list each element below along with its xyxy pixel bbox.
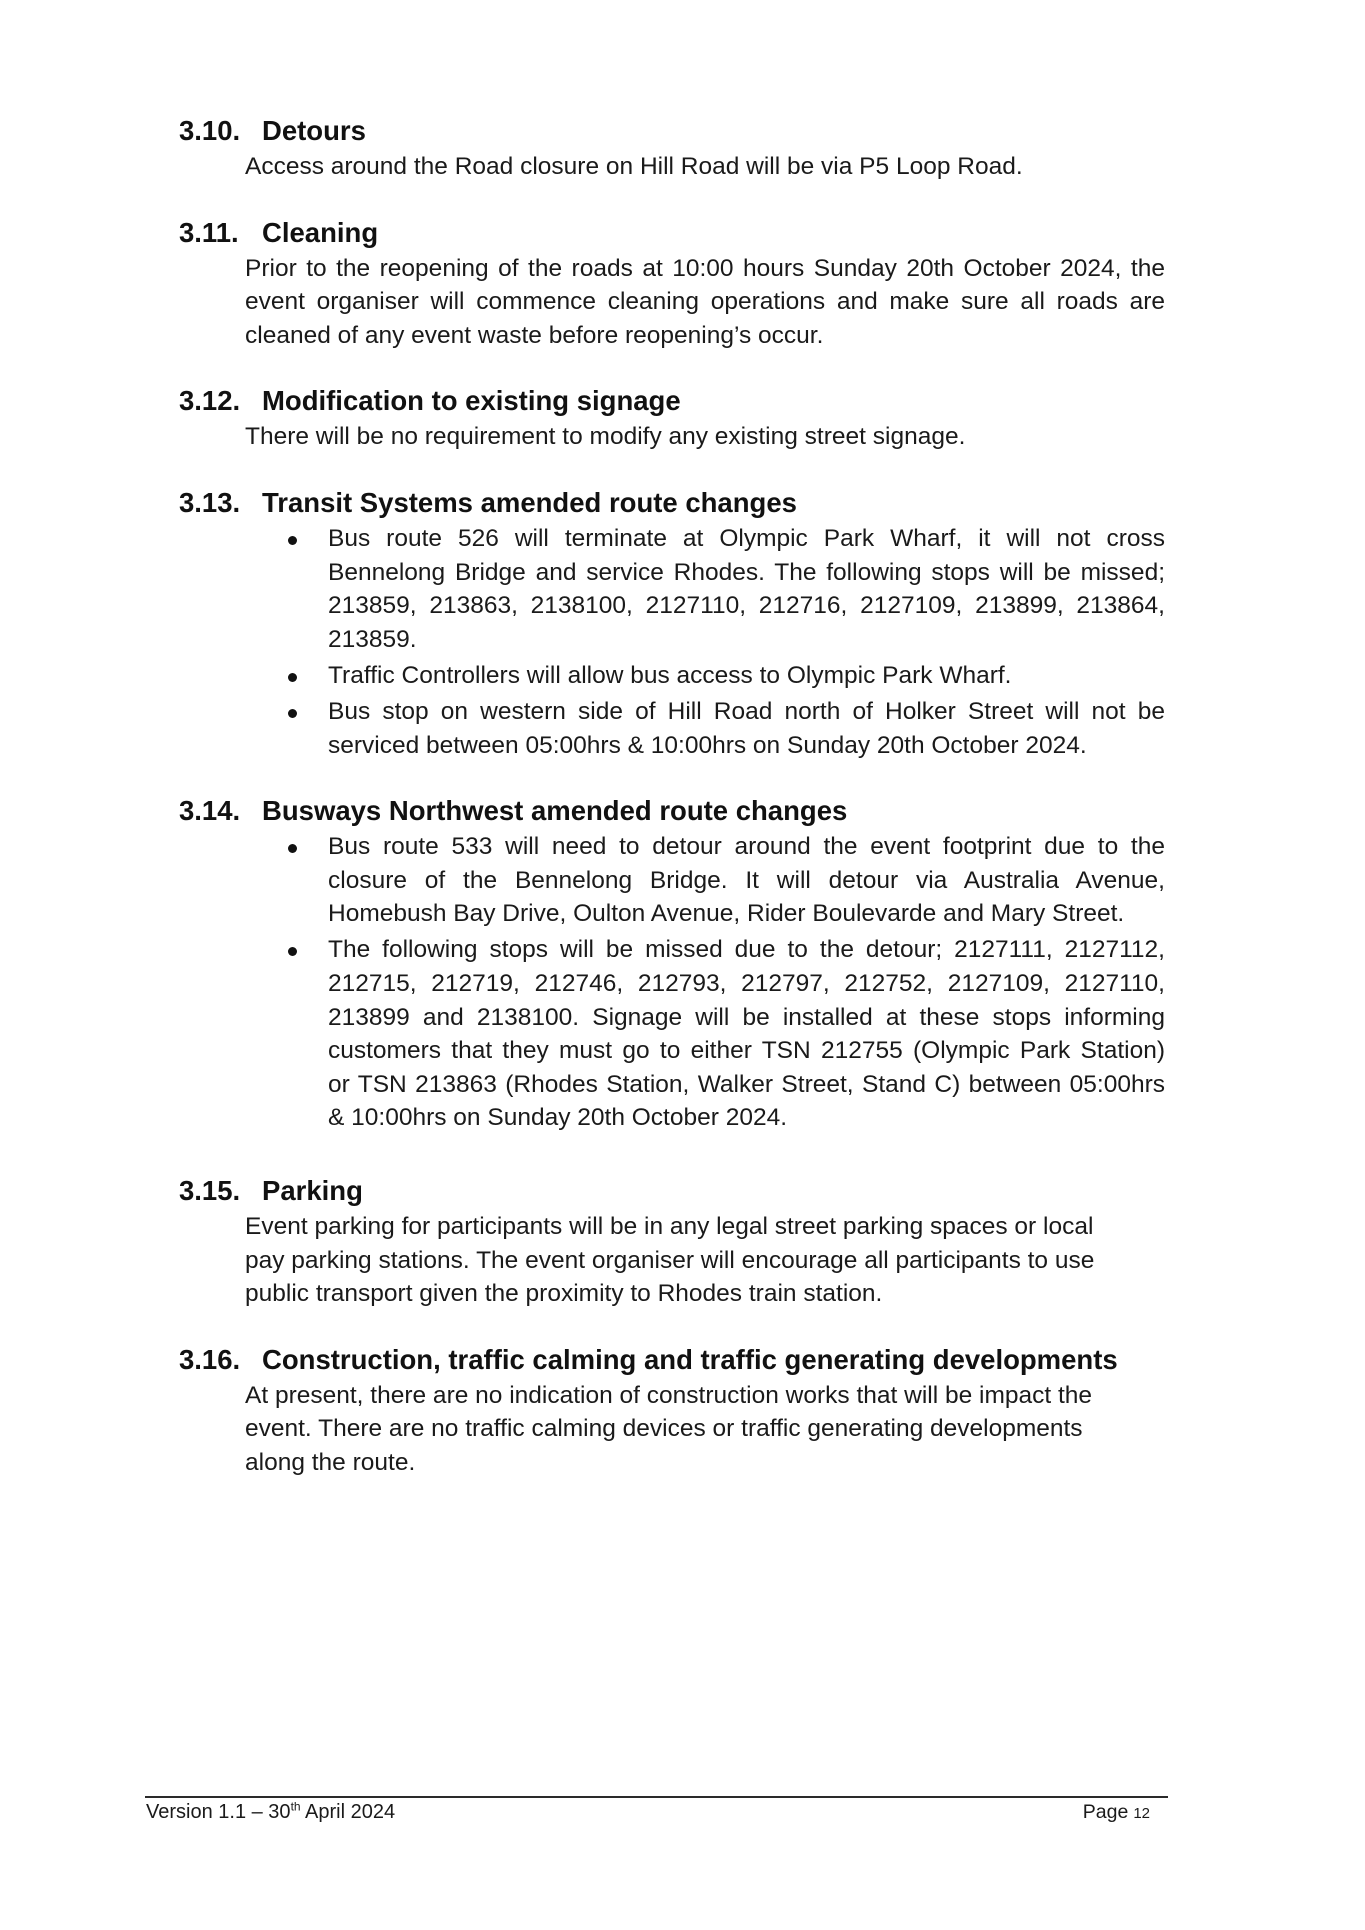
bullet-line: 212715, 212719, 212746, 212793, 212797, 212752, 2127109, 2127110, — [328, 970, 1165, 997]
section-heading — [0, 1172, 1365, 1210]
bullet-item — [328, 695, 1165, 762]
bullet-line: serviced between 05:00hrs & 10:00hrs on Sunday 20th October 2024. — [328, 731, 1087, 759]
page-label: Page — [1082, 1801, 1129, 1823]
section-title: Construction, traffic calming and traffic generating developments — [262, 1343, 1118, 1375]
section-title: Cleaning — [262, 216, 379, 248]
paragraph-line: cleaned of any event waste before reopening’s occur. — [245, 321, 824, 349]
section-number: 3.15. — [179, 1174, 241, 1206]
section-heading — [0, 112, 1365, 150]
section-heading — [0, 484, 1365, 522]
section-parking — [0, 1172, 1365, 1311]
version-ordinal: th — [290, 1799, 301, 1814]
bullet-icon — [288, 709, 297, 718]
section-heading — [0, 214, 1365, 252]
section-title: Transit Systems amended route changes — [262, 486, 797, 518]
section-number: 3.10. — [179, 115, 241, 146]
bullet-list — [0, 522, 1365, 762]
paragraph-line: At present, there are no indication of construction works that will be impact the — [245, 1381, 1093, 1409]
paragraph-line: Access around the Road closure on Hill Road will be via P5 Loop Road. — [245, 153, 1023, 180]
bullet-line: Homebush Bay Drive, Oulton Avenue, Rider Boulevarde and Mary Street. — [328, 900, 1125, 928]
section-number: 3.13. — [179, 486, 241, 518]
paragraph-line: event. There are no traffic calming devices or traffic generating developments — [245, 1415, 1083, 1443]
section-paragraph — [245, 1379, 1165, 1480]
section-number: 3.11. — [179, 216, 239, 248]
bullet-item — [328, 659, 1165, 693]
bullet-icon — [288, 673, 297, 682]
bullet-item — [328, 830, 1165, 931]
bullet-item — [328, 522, 1165, 656]
bullet-line: 213859, 213863, 2138100, 2127110, 212716, 2127109, 213899, 213864, — [328, 592, 1165, 620]
bullet-line: Bus route 533 will need to detour around the event footprint due to the — [328, 833, 1165, 861]
section-busways-northwest — [0, 792, 1365, 1135]
bullet-line: & 10:00hrs on Sunday 20th October 2024. — [328, 1104, 788, 1132]
section-cleaning — [0, 214, 1365, 353]
section-paragraph — [245, 150, 1165, 184]
bullet-line: Bennelong Bridge and service Rhodes. The following stops will be missed; — [328, 558, 1165, 586]
section-title: Busways Northwest amended route changes — [262, 795, 848, 827]
bullet-line: 213899 and 2138100. Signage will be installed at these stops informing — [328, 1003, 1165, 1031]
bullet-line: 213859. — [328, 625, 417, 653]
bullet-item — [328, 933, 1165, 1135]
bullet-line: Traffic Controllers will allow bus access to Olympic Park Wharf. — [328, 661, 1012, 689]
footer-divider — [145, 1796, 1168, 1798]
section-number: 3.12. — [179, 385, 241, 417]
version-prefix: Version 1.1 – 30 — [146, 1801, 291, 1823]
bullet-line: Bus stop on western side of Hill Road north of Holker Street will not be — [328, 697, 1165, 725]
section-title: Parking — [262, 1174, 363, 1206]
paragraph-line: Prior to the reopening of the roads at 10:00 hours Sunday 20th October 2024, the — [245, 254, 1165, 282]
bullet-icon — [288, 536, 297, 545]
section-heading — [0, 382, 1365, 420]
bullet-icon — [288, 947, 297, 956]
section-transit-systems — [0, 484, 1365, 762]
section-signage — [0, 382, 1365, 454]
section-number: 3.16. — [179, 1343, 241, 1375]
section-number: 3.14. — [179, 795, 241, 827]
bullet-line: customers that they must go to either TSN 212755 (Olympic Park Station) — [328, 1037, 1165, 1065]
page-number-label — [1083, 1800, 1150, 1826]
paragraph-line: There will be no requirement to modify any existing street signage. — [245, 423, 966, 451]
paragraph-line: pay parking stations. The event organiser will encourage all participants to use — [245, 1246, 1095, 1274]
section-paragraph — [245, 420, 1165, 454]
paragraph-line: public transport given the proximity to Rhodes train station. — [245, 1280, 883, 1308]
bullet-line: or TSN 213863 (Rhodes Station, Walker Street, Stand C) between 05:00hrs — [328, 1070, 1165, 1098]
bullet-line: The following stops will be missed due to the detour; 2127111, 2127112, — [328, 936, 1165, 964]
bullet-line: Bus route 526 will terminate at Olympic Park Wharf, it will not cross — [328, 524, 1165, 552]
version-suffix: April 2024 — [300, 1801, 396, 1823]
section-detours — [0, 112, 1365, 184]
section-paragraph — [245, 252, 1165, 353]
paragraph-line: along the route. — [245, 1448, 416, 1476]
section-title: Detours — [262, 115, 366, 146]
section-construction — [0, 1341, 1365, 1480]
section-heading — [0, 1341, 1365, 1379]
section-title: Modification to existing signage — [262, 385, 681, 417]
page-content — [0, 112, 1365, 1480]
paragraph-line: event organiser will commence cleaning operations and make sure all roads are — [245, 288, 1165, 316]
bullet-list — [0, 830, 1365, 1135]
bullet-icon — [288, 844, 297, 853]
version-info — [146, 1800, 395, 1824]
paragraph-line: Event parking for participants will be in any legal street parking spaces or local — [245, 1212, 1094, 1240]
bullet-line: closure of the Bennelong Bridge. It will detour via Australia Avenue, — [328, 866, 1165, 894]
section-paragraph — [245, 1210, 1165, 1311]
section-heading — [0, 792, 1365, 830]
page-number: 12 — [1133, 1805, 1150, 1822]
